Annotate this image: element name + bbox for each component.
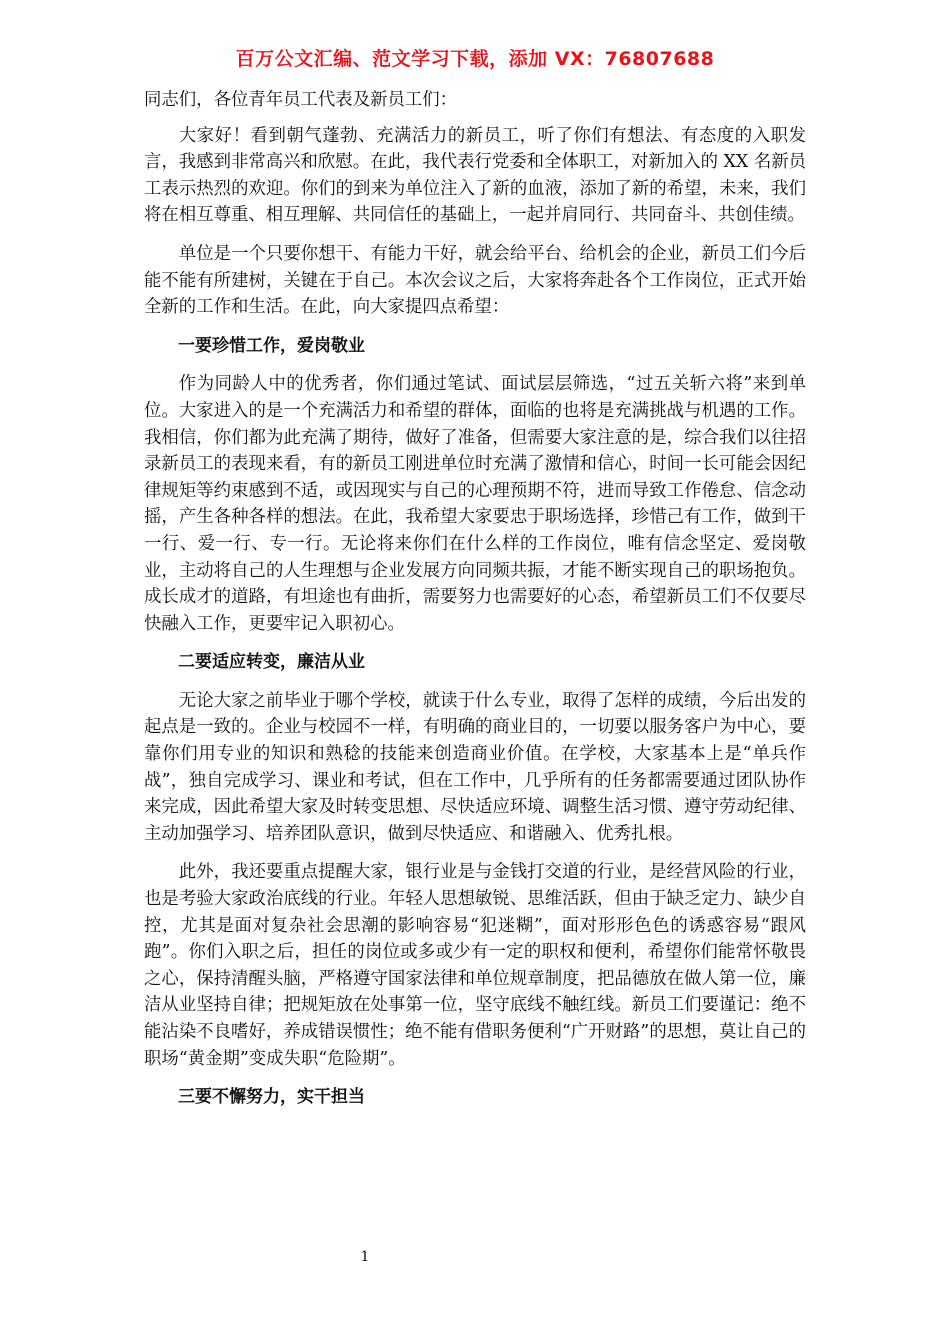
section-heading-1: 一要珍惜工作，爱岗敬业 [178,335,365,356]
paragraph-section-1: 作为同龄人中的优秀者，你们通过笔试、面试层层筛选，“过五关斩六将”来到单位。大家进入的是一个充满活力和希望的群体，面临的也将是充满挑战与机遇的工作。我相信，你们都为此充满了期待，做好了准备，但需要大家注意的是，综合我们以往招录新员工的表现来看，有的新员工刚进单位时充满了激情和信心，时间一长可能会因纪律规矩等约束感到不适，或因现实与自己的心理预期不符，进而导致工作倦怠、信念动摇，产生各种各样的想法。在此，我希望大家要忠于职场选择，珍惜己有工作，做到干一行、爱一行、专一行。无论将来你们在什么样的工作岗位，唯有信念坚定、爱岗敬业，主动将自己的人生理想与企业发展方向同频共振，才能不断实现自己的职场抱负。成长成才的道路，有坦途也有曲折，需要努力也需要好的心态，希望新员工们不仅要尽快融入工作，更要牢记入职初心。 [144,374,806,634]
page-number: 1 [360,1249,370,1265]
document-body [144,87,806,1123]
paragraph-section-2a: 无论大家之前毕业于哪个学校，就读于什么专业，取得了怎样的成绩，今后出发的起点是一致的。企业与校园不一样，有明确的商业目的，一切要以服务客户为中心，要靠你们用专业的知识和熟稔的技能来创造商业价值。在学校，大家基本上是“单兵作战”，独自完成学习、课业和考试，但在工作中，几乎所有的任务都需要通过团队协作来完成，因此希望大家及时转变思想、尽快适应环境、调整生活习惯、遵守劳动纪律、主动加强学习、培养团队意识，做到尽快适应、和谐融入、优秀扎根。 [144,690,806,844]
paragraph-section-2b: 此外，我还要重点提醒大家，银行业是与金钱打交道的行业，是经营风险的行业，也是考验大家政治底线的行业。年轻人思想敏锐、思维活跃，但由于缺乏定力、缺少自控，尤其是面对复杂社会思潮的影响容易“犯迷糊”，面对形形色色的诱惑容易“跟风跑”。你们入职之后，担任的岗位或多或少有一定的职权和便利，希望你们能常怀敬畏之心，保持清醒头脑，严格遵守国家法律和单位规章制度，把品德放在做人第一位，廉洁从业坚持自律；把规矩放在处事第一位，坚守底线不触红线。新员工们要谨记：绝不能沾染不良嗜好，养成错误惯性；绝不能有借职务便利“广开财路”的思想，莫让自己的职场“黄金期”变成失职“危险期”。 [144,862,806,1069]
header-banner: 百万公文汇编、范文学习下载，添加 VX：76807688 [235,48,715,70]
paragraph-intro: 单位是一个只要你想干、有能力干好，就会给平台、给机会的企业，新员工们今后能不能有所建树，关键在于自己。本次会议之后，大家将奔赴各个工作岗位，正式开始全新的工作和生活。在此，向大家提四点希望： [144,243,806,318]
section-heading-3: 三要不懈努力，实干担当 [178,1087,365,1108]
salutation: 同志们，各位青年员工代表及新员工们： [144,90,458,110]
section-heading-2: 二要适应转变，廉洁从业 [178,652,365,673]
paragraph-welcome: 大家好！看到朝气蓬勃、充满活力的新员工，听了你们有想法、有态度的入职发言，我感到非常高兴和欣慰。在此，我代表行党委和全体职工，对新加入的 XX 名新员工表示热烈的欢迎。你们的到来为单位注入了新的血液，添加了新的希望，未来，我们将在相互尊重、相互理解、共同信任的基础上，一起并肩同行、共同奋斗、共创佳绩。 [144,125,806,226]
